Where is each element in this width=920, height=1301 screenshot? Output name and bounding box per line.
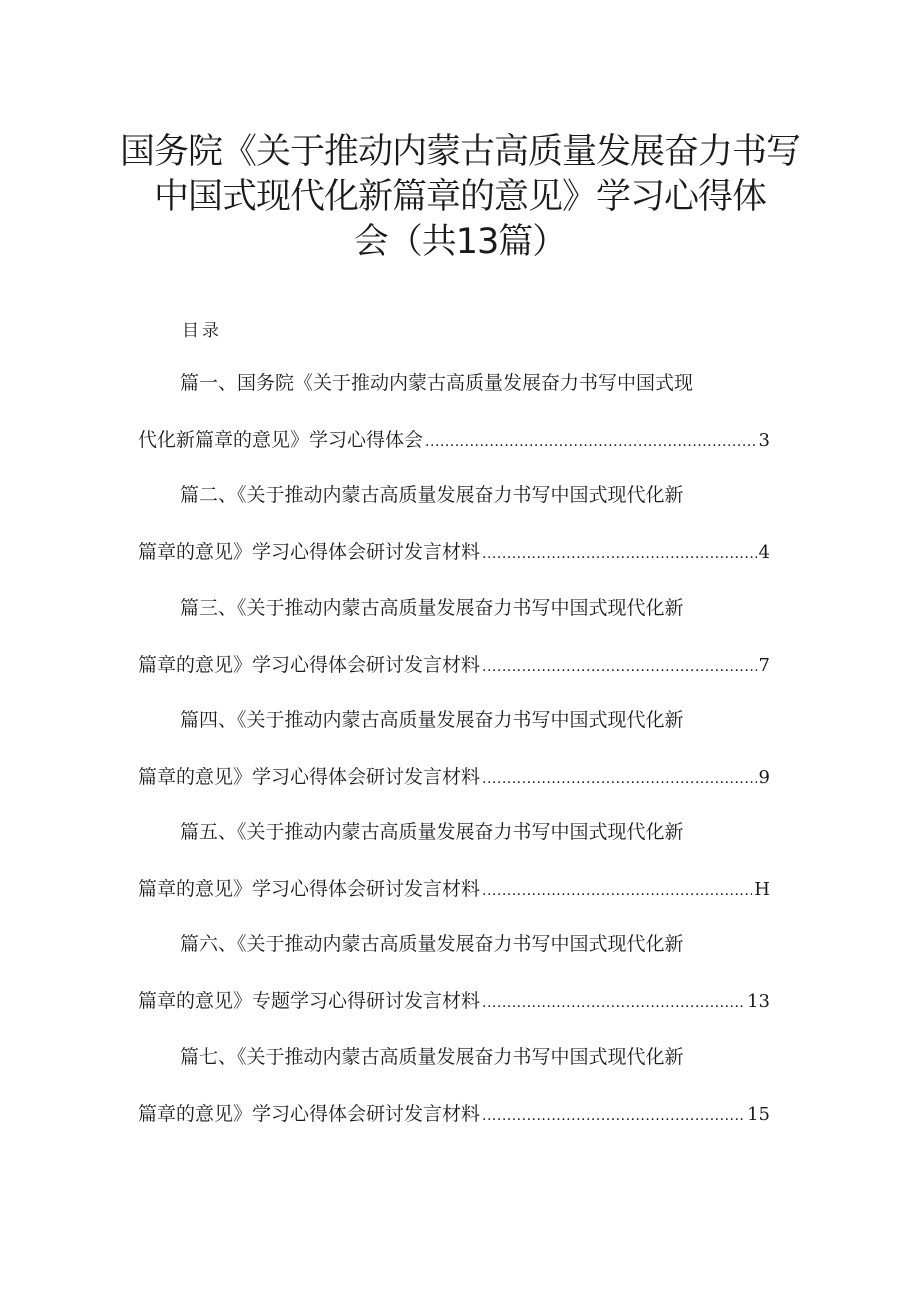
toc-dot-leader xyxy=(482,659,757,675)
toc-dot-leader xyxy=(482,883,752,899)
toc-entry-title: 篇五、《关于推动内蒙古高质量发展奋力书写中国式现代化新 xyxy=(180,821,684,843)
toc-entry-title-cont: 篇章的意见》学习心得体会研讨发言材料 xyxy=(138,1103,481,1125)
toc-dot-leader xyxy=(425,434,757,450)
toc-entry-title: 篇四、《关于推动内蒙古高质量发展奋力书写中国式现代化新 xyxy=(180,709,684,731)
toc-entry-title: 篇六、《关于推动内蒙古高质量发展奋力书写中国式现代化新 xyxy=(180,933,684,955)
toc-page-number: 7 xyxy=(758,655,770,676)
toc-dot-leader xyxy=(482,546,757,562)
toc-entry-title: 篇七、《关于推动内蒙古高质量发展奋力书写中国式现代化新 xyxy=(180,1046,684,1068)
toc-entry-title-cont: 代化新篇章的意见》学习心得体会 xyxy=(138,429,424,451)
title-line-2: 中国式现代化新篇章的意见》学习心得体 xyxy=(153,177,766,217)
title-line-3: 会（共13篇） xyxy=(353,222,567,262)
title-line-1: 国务院《关于推动内蒙古高质量发展奋力书写 xyxy=(120,132,801,172)
document-title xyxy=(120,130,800,265)
toc-entry-title-cont: 篇章的意见》学习心得体会研讨发言材料 xyxy=(138,654,481,676)
toc-page-number: 4 xyxy=(758,542,770,563)
toc-dot-leader xyxy=(482,1108,745,1124)
toc-page-number: 3 xyxy=(758,430,770,451)
toc-entry-title: 篇三、《关于推动内蒙古高质量发展奋力书写中国式现代化新 xyxy=(180,597,684,619)
toc-entry-title: 篇一、国务院《关于推动内蒙古高质量发展奋力书写中国式现 xyxy=(180,372,694,394)
toc-dot-leader xyxy=(482,995,745,1011)
toc-entry-title: 篇二、《关于推动内蒙古高质量发展奋力书写中国式现代化新 xyxy=(180,484,684,506)
toc-entry-title-cont: 篇章的意见》学习心得体会研讨发言材料 xyxy=(138,766,481,788)
toc-label: 目录 xyxy=(182,321,222,341)
toc-entry-title-cont: 篇章的意见》专题学习心得研讨发言材料 xyxy=(138,990,481,1012)
toc-entry-title-cont: 篇章的意见》学习心得体会研讨发言材料 xyxy=(138,541,481,563)
toc-page-number: H xyxy=(754,879,770,900)
toc-page-number: 9 xyxy=(758,767,770,788)
toc-dot-leader xyxy=(482,771,757,787)
toc-page-number: 13 xyxy=(747,991,770,1012)
toc-page-number: 15 xyxy=(747,1104,770,1125)
toc-entry-title-cont: 篇章的意见》学习心得体会研讨发言材料 xyxy=(138,878,481,900)
